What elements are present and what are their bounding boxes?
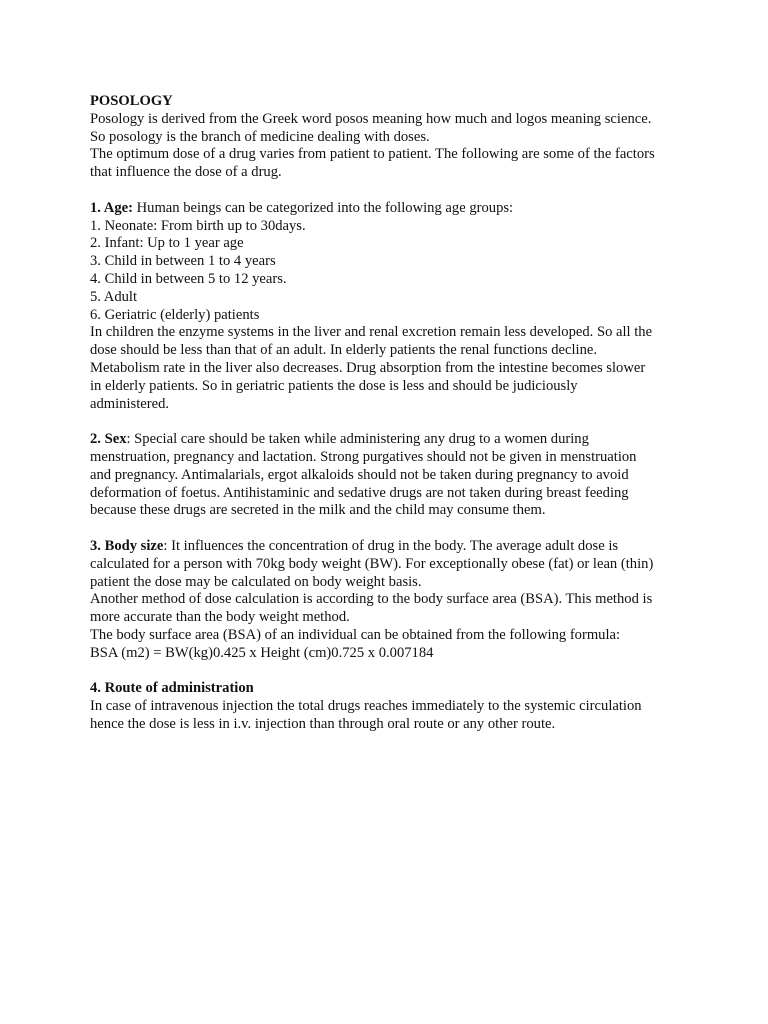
sex-section-heading: 2. Sex xyxy=(90,431,127,448)
age-body-line: dose should be less than that of an adult. In elderly patients the renal functions decline. xyxy=(90,342,597,359)
document-title: POSOLOGY xyxy=(90,93,173,109)
sex-body-line: and pregnancy. Antimalarials, ergot alkaloids should not be taken during pregnancy to avoid xyxy=(90,466,629,483)
body-size-section-heading-line xyxy=(90,538,690,556)
document-page xyxy=(90,93,690,734)
intro-line: So posology is the branch of medicine dealing with doses. xyxy=(90,128,430,145)
intro-line: that influence the dose of a drug. xyxy=(90,164,282,181)
body-size-section-heading: 3. Body size xyxy=(90,537,164,554)
age-section-heading-text: Human beings can be categorized into the following age groups: xyxy=(132,199,514,216)
body-size-body-line: The body surface area (BSA) of an individual can be obtained from the following formula: xyxy=(90,626,621,643)
paragraph-spacer xyxy=(90,663,690,681)
paragraph-spacer xyxy=(90,182,690,200)
age-body-line: In children the enzyme systems in the liver and renal excretion remain less developed. So all the xyxy=(90,324,653,341)
age-group-item: 3. Child in between 1 to 4 years xyxy=(90,253,276,270)
body-size-body-line: Another method of dose calculation is according to the body surface area (BSA). This method is xyxy=(90,591,653,608)
sex-section-heading-text: : Special care should be taken while administering any drug to a women during xyxy=(126,431,589,448)
body-size-body-line: more accurate than the body weight method. xyxy=(90,609,350,626)
sex-body-line: deformation of foetus. Antihistaminic and sedative drugs are not taken during breast feeding xyxy=(90,484,629,501)
body-size-section-heading-text: : It influences the concentration of drug in the body. The average adult dose is xyxy=(163,537,619,554)
body-size-body-line: patient the dose may be calculated on body weight basis. xyxy=(90,573,422,590)
route-body-line: In case of intravenous injection the total drugs reaches immediately to the systemic circulation xyxy=(90,698,642,715)
age-group-item: 5. Adult xyxy=(90,288,138,305)
age-group-item: 4. Child in between 5 to 12 years. xyxy=(90,270,287,287)
age-section-heading: 1. Age: xyxy=(90,199,133,216)
age-group-item: 6. Geriatric (elderly) patients xyxy=(90,306,260,323)
route-body-line: hence the dose is less in i.v. injection than through oral route or any other route. xyxy=(90,715,556,732)
age-group-item: 1. Neonate: From birth up to 30days. xyxy=(90,217,306,234)
age-body-line: administered. xyxy=(90,395,170,412)
intro-line: The optimum dose of a drug varies from patient to patient. The following are some of the factors xyxy=(90,146,655,163)
bsa-formula: BSA (m2) = BW(kg)0.425 x Height (cm)0.725 x 0.007184 xyxy=(90,644,434,661)
paragraph-spacer xyxy=(90,520,690,538)
sex-body-line: menstruation, pregnancy and lactation. Strong purgatives should not be given in menstruation xyxy=(90,448,637,465)
paragraph-spacer xyxy=(90,413,690,431)
age-group-item: 2. Infant: Up to 1 year age xyxy=(90,235,244,252)
sex-body-line: because these drugs are secreted in the milk and the child may consume them. xyxy=(90,502,546,519)
age-body-line: in elderly patients. So in geriatric patients the dose is less and should be judiciously xyxy=(90,377,578,394)
age-body-line: Metabolism rate in the liver also decreases. Drug absorption from the intestine becomes slower xyxy=(90,359,646,376)
age-section-heading-line xyxy=(90,200,690,218)
route-section-heading: 4. Route of administration xyxy=(90,680,254,697)
intro-line: Posology is derived from the Greek word posos meaning how much and logos meaning science. xyxy=(90,110,652,127)
sex-section-heading-line xyxy=(90,431,690,449)
body-size-body-line: calculated for a person with 70kg body weight (BW). For exceptionally obese (fat) or lean (thin) xyxy=(90,555,654,572)
